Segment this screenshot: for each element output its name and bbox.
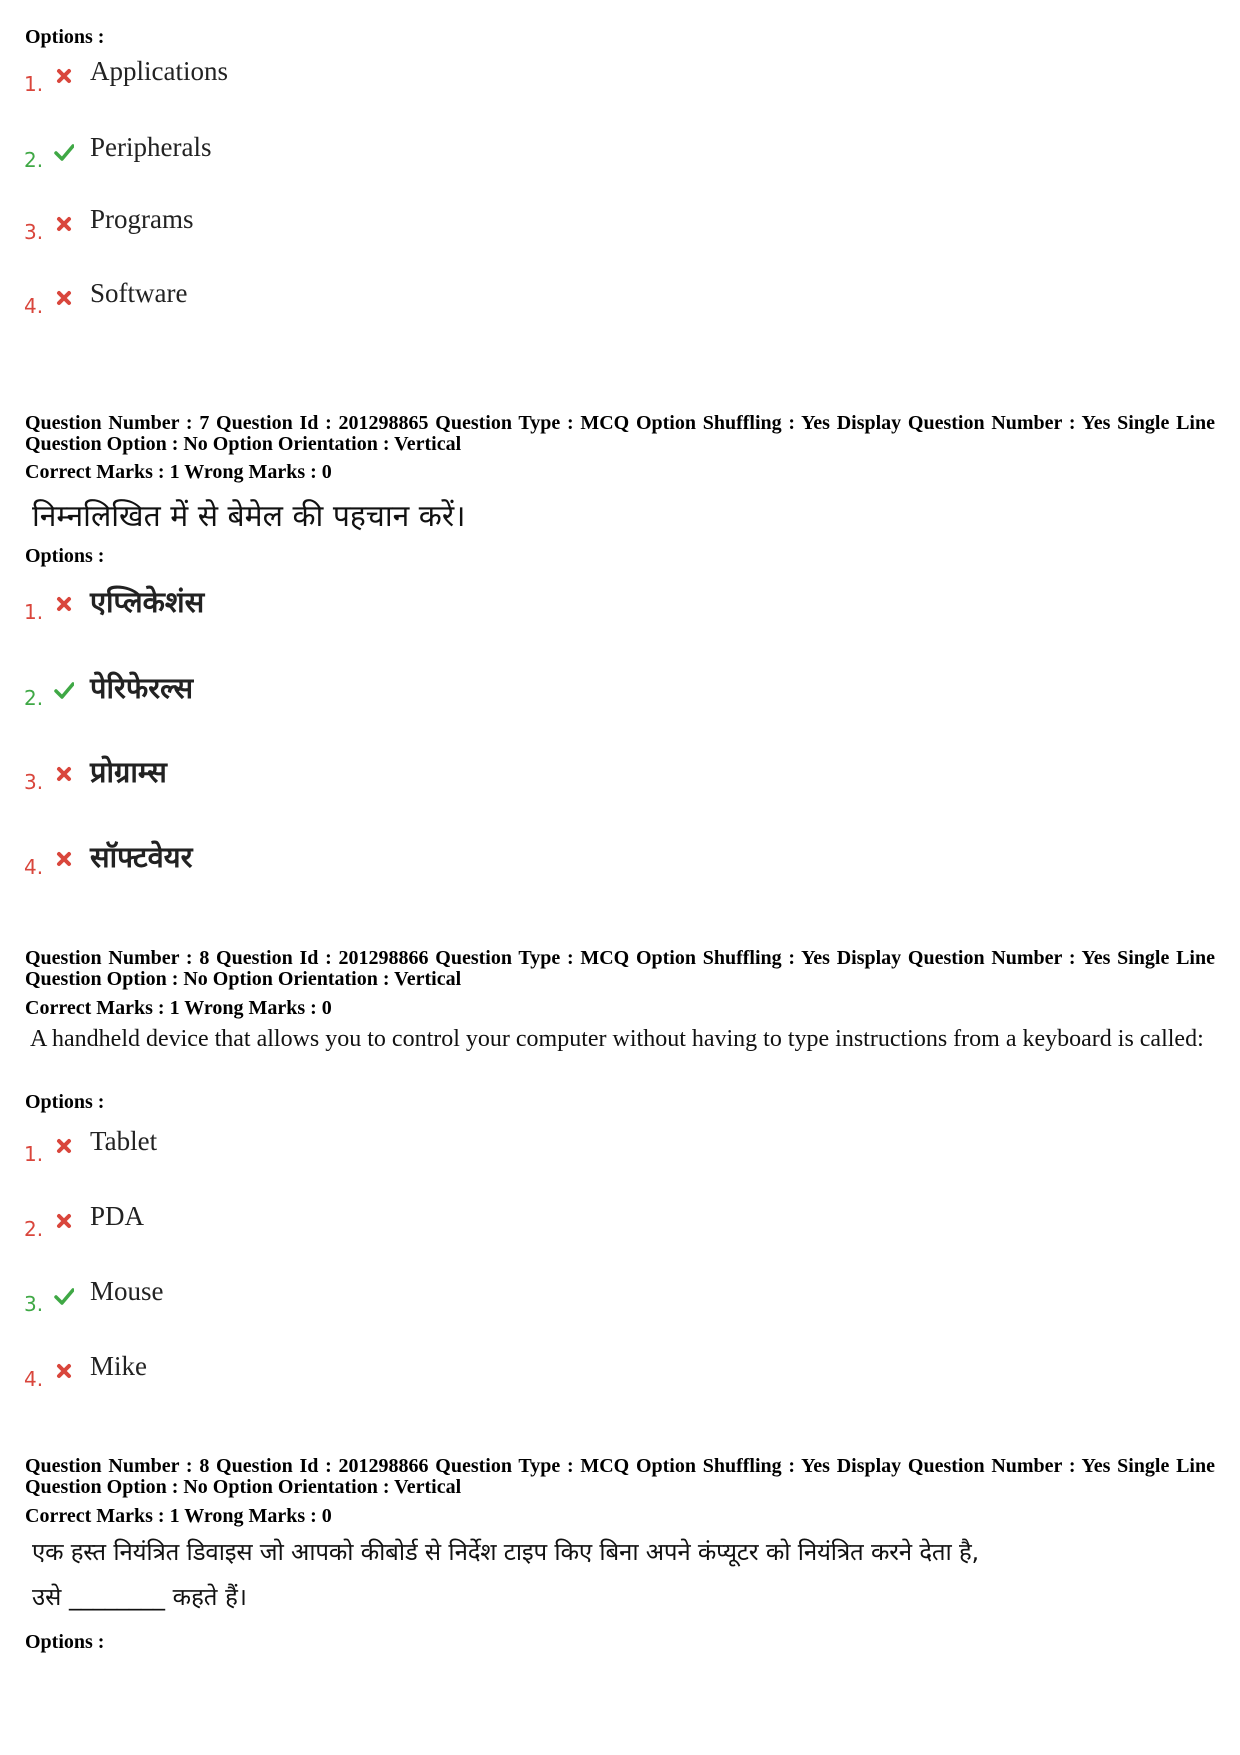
cross-icon [54, 849, 74, 869]
option-number: 3. [24, 220, 44, 244]
option-text: Mike [90, 1351, 147, 1381]
option-number: 3. [24, 770, 44, 794]
question-text-line2: उसे ________ कहते हैं। [32, 1583, 247, 1611]
check-icon [54, 1286, 74, 1306]
option-text: Software [90, 278, 188, 308]
cross-icon [54, 1361, 74, 1381]
option-text: PDA [90, 1201, 145, 1231]
options-label: Options : [25, 545, 105, 567]
options-label: Options : [25, 26, 105, 48]
cross-icon [54, 764, 74, 784]
question-text: निम्नलिखित में से बेमेल की पहचान करें। [32, 499, 466, 534]
option-number: 1. [24, 1142, 44, 1166]
cross-icon [54, 214, 74, 234]
question-meta: Question Number : 7 Question Id : 201298865 Question Type : MCQ Option Shuffling : Yes Display Question Number : Yes Single Line Question Option : No Option Orientation : Vertical [25, 412, 1215, 455]
option-number: 4. [24, 855, 44, 879]
option-text: प्रोग्राम्स [90, 755, 167, 789]
option-number: 1. [24, 600, 44, 624]
check-icon [54, 680, 74, 700]
option-text: पेरिफेरल्स [90, 671, 194, 705]
option-text: एप्लिकेशंस [90, 585, 205, 619]
question-marks: Correct Marks : 1 Wrong Marks : 0 [25, 461, 332, 483]
question-marks: Correct Marks : 1 Wrong Marks : 0 [25, 997, 332, 1019]
option-number: 2. [24, 686, 44, 710]
check-icon [54, 142, 74, 162]
cross-icon [54, 288, 74, 308]
option-number: 4. [24, 1367, 44, 1391]
option-text: Peripherals [90, 132, 212, 162]
options-label: Options : [25, 1091, 105, 1113]
question-meta: Question Number : 8 Question Id : 201298866 Question Type : MCQ Option Shuffling : Yes Display Question Number : Yes Single Line Question Option : No Option Orientation : Vertical [25, 947, 1215, 990]
option-number: 1. [24, 72, 44, 96]
cross-icon [54, 1136, 74, 1156]
option-text: Programs [90, 204, 194, 234]
cross-icon [54, 594, 74, 614]
option-text: Tablet [90, 1126, 158, 1156]
option-number: 2. [24, 148, 44, 172]
option-number: 3. [24, 1292, 44, 1316]
option-text: Applications [90, 56, 228, 86]
option-number: 4. [24, 294, 44, 318]
option-text: Mouse [90, 1276, 164, 1306]
cross-icon [54, 1211, 74, 1231]
cross-icon [54, 66, 74, 86]
question-meta: Question Number : 8 Question Id : 201298866 Question Type : MCQ Option Shuffling : Yes Display Question Number : Yes Single Line Question Option : No Option Orientation : Vertical [25, 1455, 1215, 1498]
question-text: A handheld device that allows you to control your computer without having to type instructions from a keyboard is called: [30, 1026, 1204, 1052]
option-text: सॉफ्टवेयर [90, 840, 193, 874]
option-number: 2. [24, 1217, 44, 1241]
options-label: Options : [25, 1631, 105, 1653]
question-text-line1: एक हस्त नियंत्रित डिवाइस जो आपको कीबोर्ड से निर्देश टाइप किए बिना अपने कंप्यूटर को नियंत्रित करने देता है, [32, 1538, 979, 1566]
question-marks: Correct Marks : 1 Wrong Marks : 0 [25, 1505, 332, 1527]
